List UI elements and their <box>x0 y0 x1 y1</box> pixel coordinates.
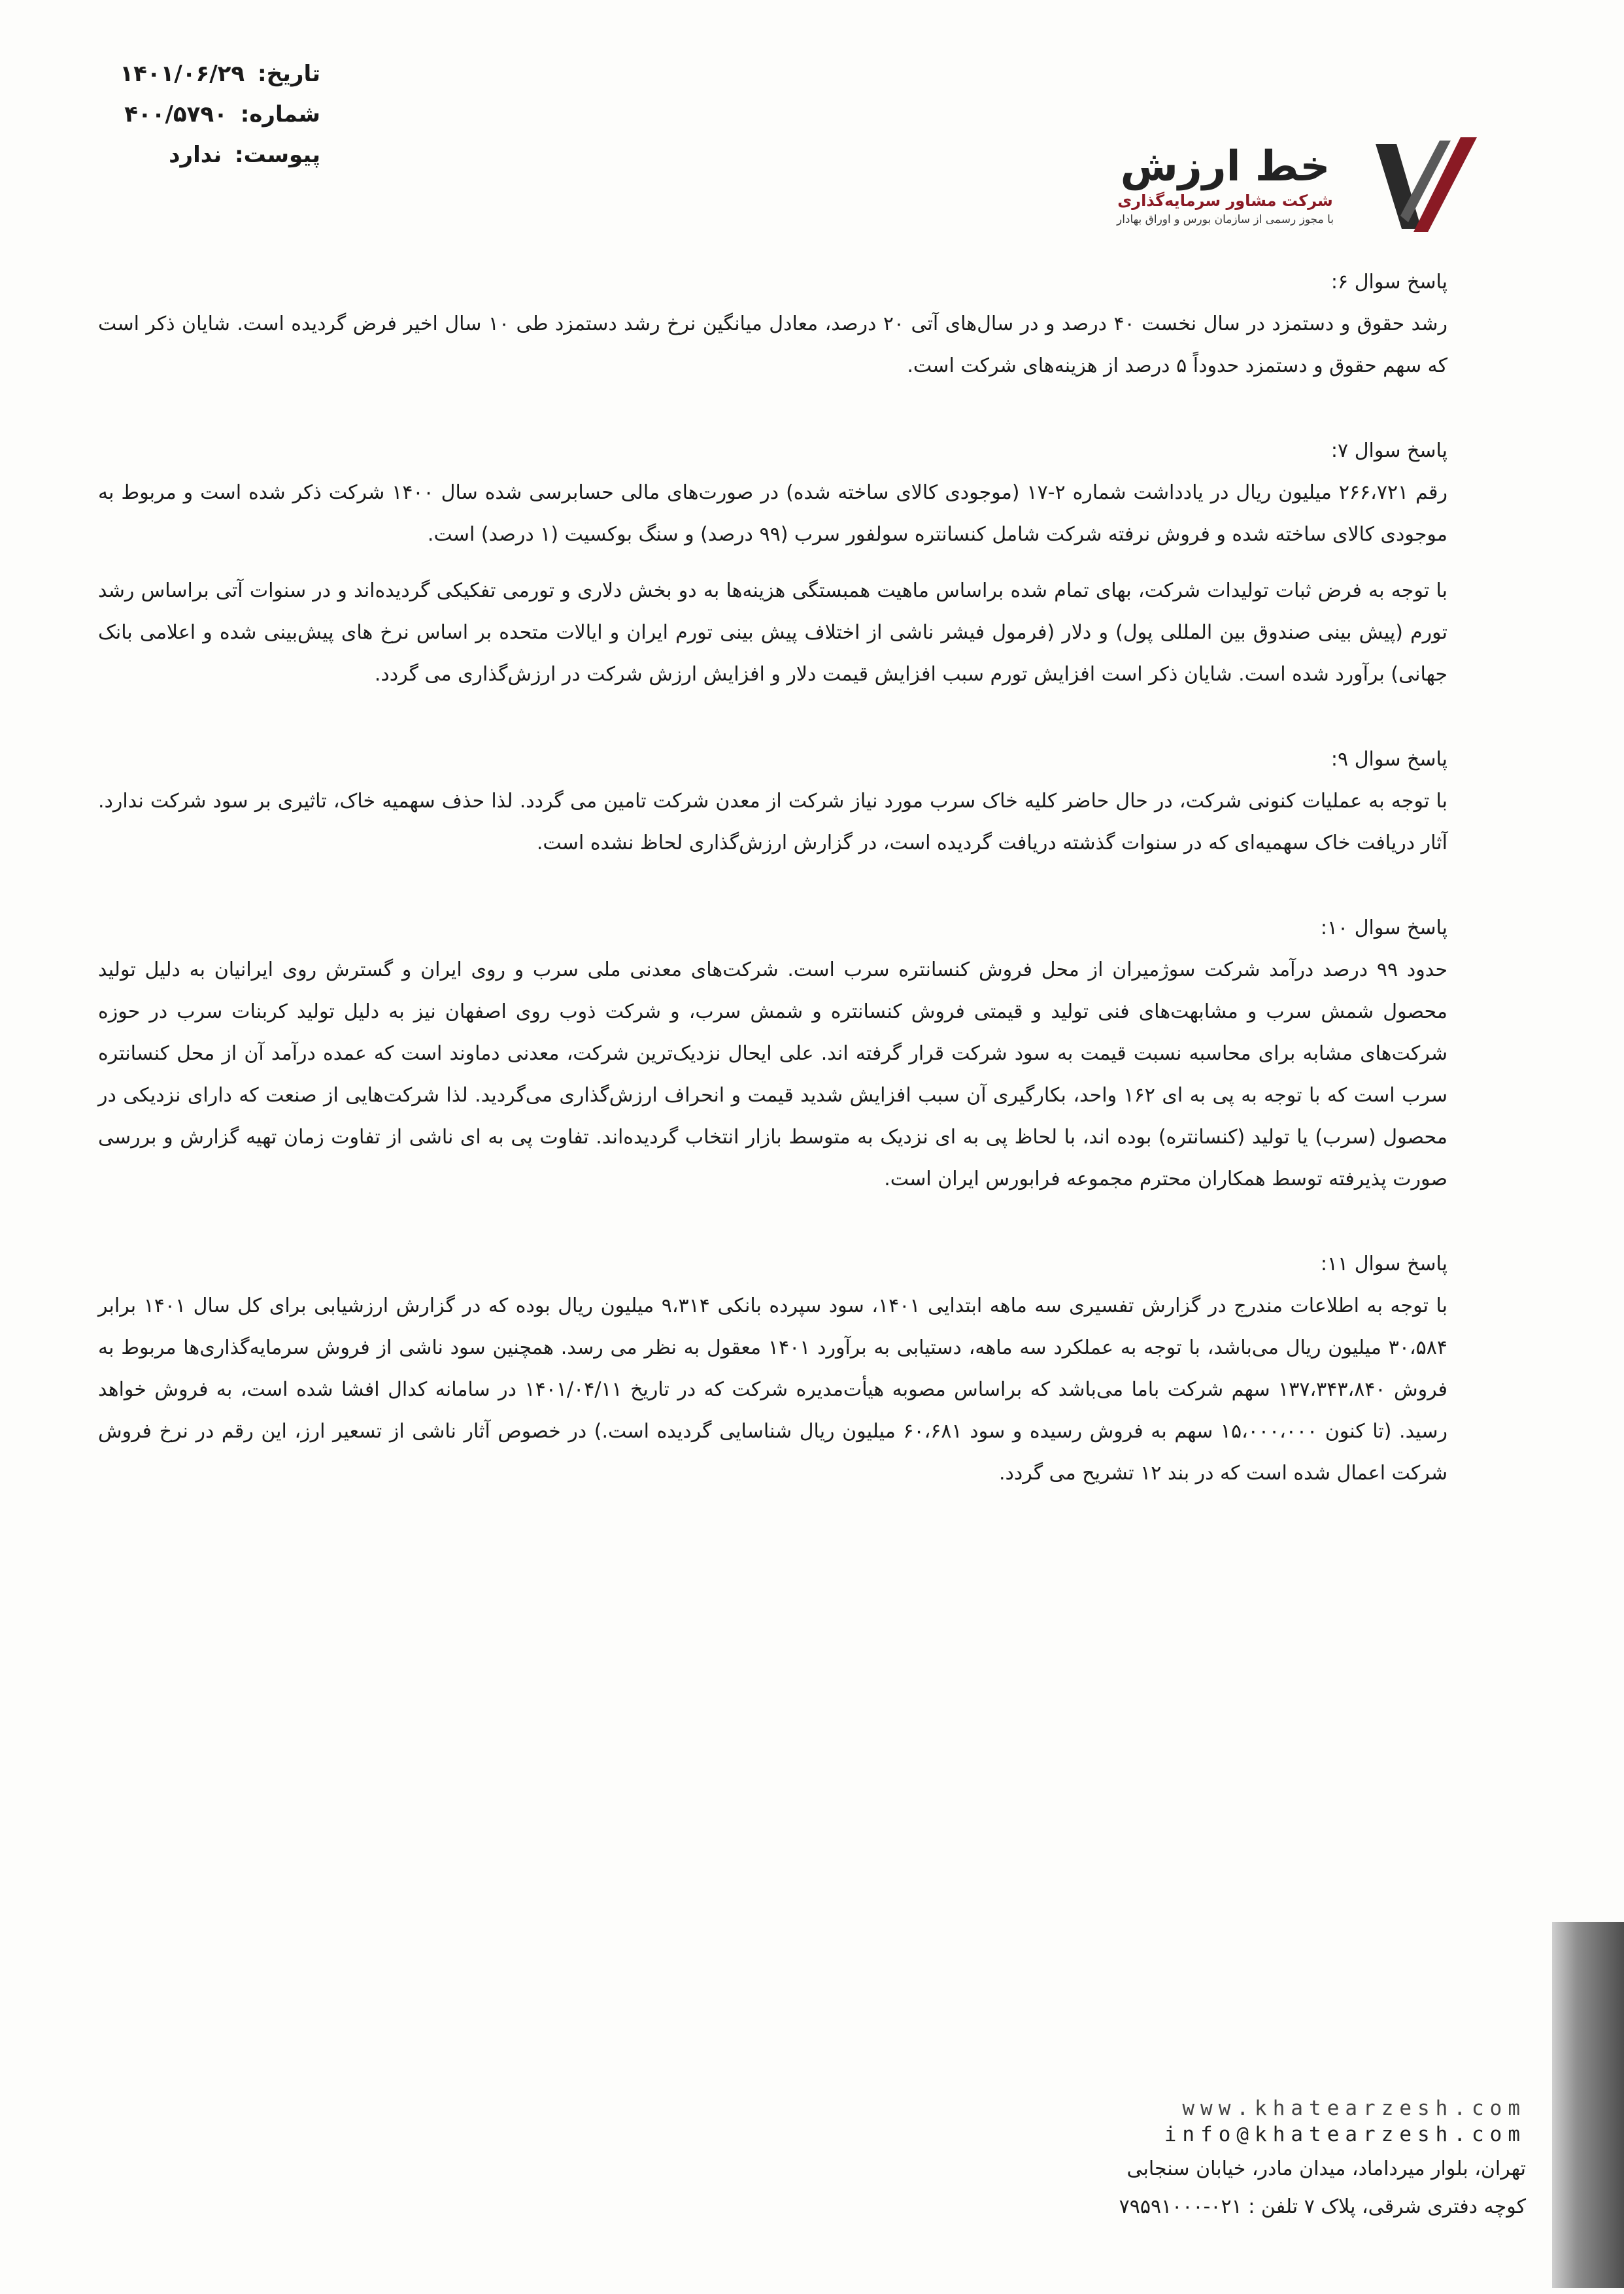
logo-tagline: با مجوز رسمی از سازمان بورس و اوراق بهادار <box>1117 213 1334 226</box>
paragraph: با توجه به اطلاعات مندرج در گزارش تفسیری سه ماهه ابتدایی ۱۴۰۱، سود سپرده بانکی ۹،۳۱۴ میلیون ریال بوده که در گزارش ارزشیابی برای کل سال ۱۴۰۱ برابر ۳۰،۵۸۴ میلیون ریال می‌باشد، با توجه به عملکرد سه ماهه، دستیابی به برآورد ۱۴۰۱ معقول به نظر می رسد. همچنین سود ناشی از فروش سرمایه‌گذاری‌ها مربوط به فروش ۱۳۷،۳۴۳،۸۴۰ سهم شرکت باما می‌باشد که براساس مصوبه هیأت‌مدیره شرکت که در تاریخ ۱۴۰۱/۰۴/۱۱ در سامانه کدال افشا شده است، به فروش خواهد رسید. (تا کنون ۱۵،۰۰۰،۰۰۰ سهم به فروش رسیده و سود ۶۰،۶۸۱ میلیون ریال شناسایی گردیده است.) در خصوص آثار ناشی از تسعیر ارز، این رقم در نرخ فروش شرکت اعمال شده است که در بند ۱۲ تشریح می گردد. <box>98 1294 1447 1485</box>
footer-email: info@khatearzesh.com <box>1164 2123 1526 2146</box>
number-label: شماره: <box>240 101 320 127</box>
section-title: پاسخ سوال ۱۱: <box>1320 1253 1447 1275</box>
date-row <box>72 54 320 94</box>
logo-mark-icon <box>1362 124 1487 248</box>
section-title: پاسخ سوال ۱۰: <box>1320 917 1447 939</box>
letter-footer <box>951 2095 1526 2223</box>
date-label: تاریخ: <box>258 61 320 87</box>
scan-edge-strip <box>1552 1922 1624 2288</box>
section-title: پاسخ سوال ۷: <box>1330 439 1447 462</box>
answer-section-6 <box>98 261 1447 387</box>
company-logo <box>1094 124 1487 255</box>
number-value: ۴۰۰/۵۷۹۰ <box>124 101 228 127</box>
attachment-label: پیوست: <box>235 142 320 168</box>
number-row <box>72 94 320 135</box>
paragraph: رقم ۲۶۶،۷۲۱ میلیون ریال در یادداشت شماره ۲-۱۷ (موجودی کالای ساخته شده) در صورت‌های مالی حسابرسی شده سال ۱۴۰۰ شرکت ذکر شده است و مربوط به موجودی کالای ساخته شده و فروش نرفته شرکت شامل کنسانتره سولفور سرب (۹۹ درصد) و سنگ بوکسیت (۱ درصد) است. <box>98 481 1447 546</box>
section-title: پاسخ سوال ۹: <box>1330 748 1447 771</box>
logo-name: خط ارزش <box>1120 143 1330 191</box>
answer-section-9 <box>98 739 1447 864</box>
paragraph: با توجه به عملیات کنونی شرکت، در حال حاضر کلیه خاک سرب مورد نیاز شرکت از معدن شرکت تامین می گردد. لذا حذف سهمیه خاک، تاثیری بر سود شرکت ندارد. آثار دریافت خاک سهمیه‌ای که در سنوات گذشته دریافت گردیده است، در گزارش ارزش‌گذاری لحاظ نشده است. <box>98 790 1447 854</box>
footer-address-line2: کوچه دفتری شرقی، پلاک ۷ تلفن : ۰۲۱-۷۹۵۹۱۰۰۰ <box>1119 2195 1526 2218</box>
date-value: ۱۴۰۱/۰۶/۲۹ <box>120 61 245 87</box>
attachment-value: ندارد <box>169 142 222 168</box>
footer-address-line1: تهران، بلوار میرداماد، میدان مادر، خیابان سنجابی <box>1126 2157 1526 2180</box>
logo-text <box>1088 144 1362 228</box>
paragraph: حدود ۹۹ درصد درآمد شرکت سوژمیران از محل فروش کنسانتره سرب است. شرکت‌های معدنی ملی سرب و روی ایران و گسترش روی ایرانیان به دلیل تولید محصول شمش سرب و مشابهت‌های فنی تولید و قیمتی فروش کنسانتره و شمش سرب، و شرکت ذوب روی اصفهان نیز به دلیل تولید کربنات سرب در حوزه شرکت‌های مشابه برای محاسبه نسبت قیمت به سود شرکت قرار گرفته اند. علی ایحال نزدیک‌ترین شرکت، معدنی دماوند است که عمده درآمد آن از محل کنسانتره سرب است که با توجه به پی به ای ۱۶۲ واحد، بکارگیری آن سبب افزایش شدید قیمت و انحراف ارزش‌گذاری می‌گردید. لذا شرکت‌هایی از صنعت که دارای نزدیکی در محصول (سرب) یا تولید (کنسانتره) بوده اند، با لحاظ پی به ای نزدیک به متوسط بازار انتخاب گردیده‌اند. تفاوت پی به ای ناشی از تفاوت زمان تهیه گزارش و بررسی صورت پذیرفته توسط همکاران محترم مجموعه فرابورس ایران است. <box>98 958 1448 1190</box>
answer-section-10 <box>98 907 1447 1200</box>
letter-body <box>98 261 1447 1509</box>
answer-section-11 <box>98 1243 1447 1494</box>
paragraph: رشد حقوق و دستمزد در سال نخست ۴۰ درصد و در سال‌های آتی ۲۰ درصد، معادل میانگین نرخ رشد دستمزد طی ۱۰ سال اخیر فرض گردیده است. شایان ذکر است که سهم حقوق و دستمزد حدوداً ۵ درصد از هزینه‌های شرکت است. <box>98 312 1447 377</box>
paragraph: با توجه به فرض ثبات تولیدات شرکت، بهای تمام شده براساس ماهیت همبستگی هزینه‌ها به دو بخش دلاری و تورمی تفکیکی گردیده‌اند و در سنوات آتی براساس رشد تورم (پیش بینی صندوق بین المللی پول) و دلار (فرمول فیشر ناشی از اختلاف پیش بینی تورم ایران و ایالات متحده بر اساس نرخ های پیش‌بینی شده و اعلامی بانک جهانی) برآورد شده است. شایان ذکر است افزایش تورم سبب افزایش قیمت دلار و افزایش ارزش شرکت در ارزش‌گذاری می گردد. <box>98 579 1447 686</box>
letter-meta <box>72 54 320 175</box>
attachment-row <box>72 135 320 175</box>
section-title: پاسخ سوال ۶: <box>1330 271 1447 294</box>
answer-section-7 <box>98 430 1447 696</box>
footer-website: www.khatearzesh.com <box>1182 2097 1526 2120</box>
logo-subtitle: شرکت مشاور سرمایه‌گذاری <box>1117 192 1333 210</box>
